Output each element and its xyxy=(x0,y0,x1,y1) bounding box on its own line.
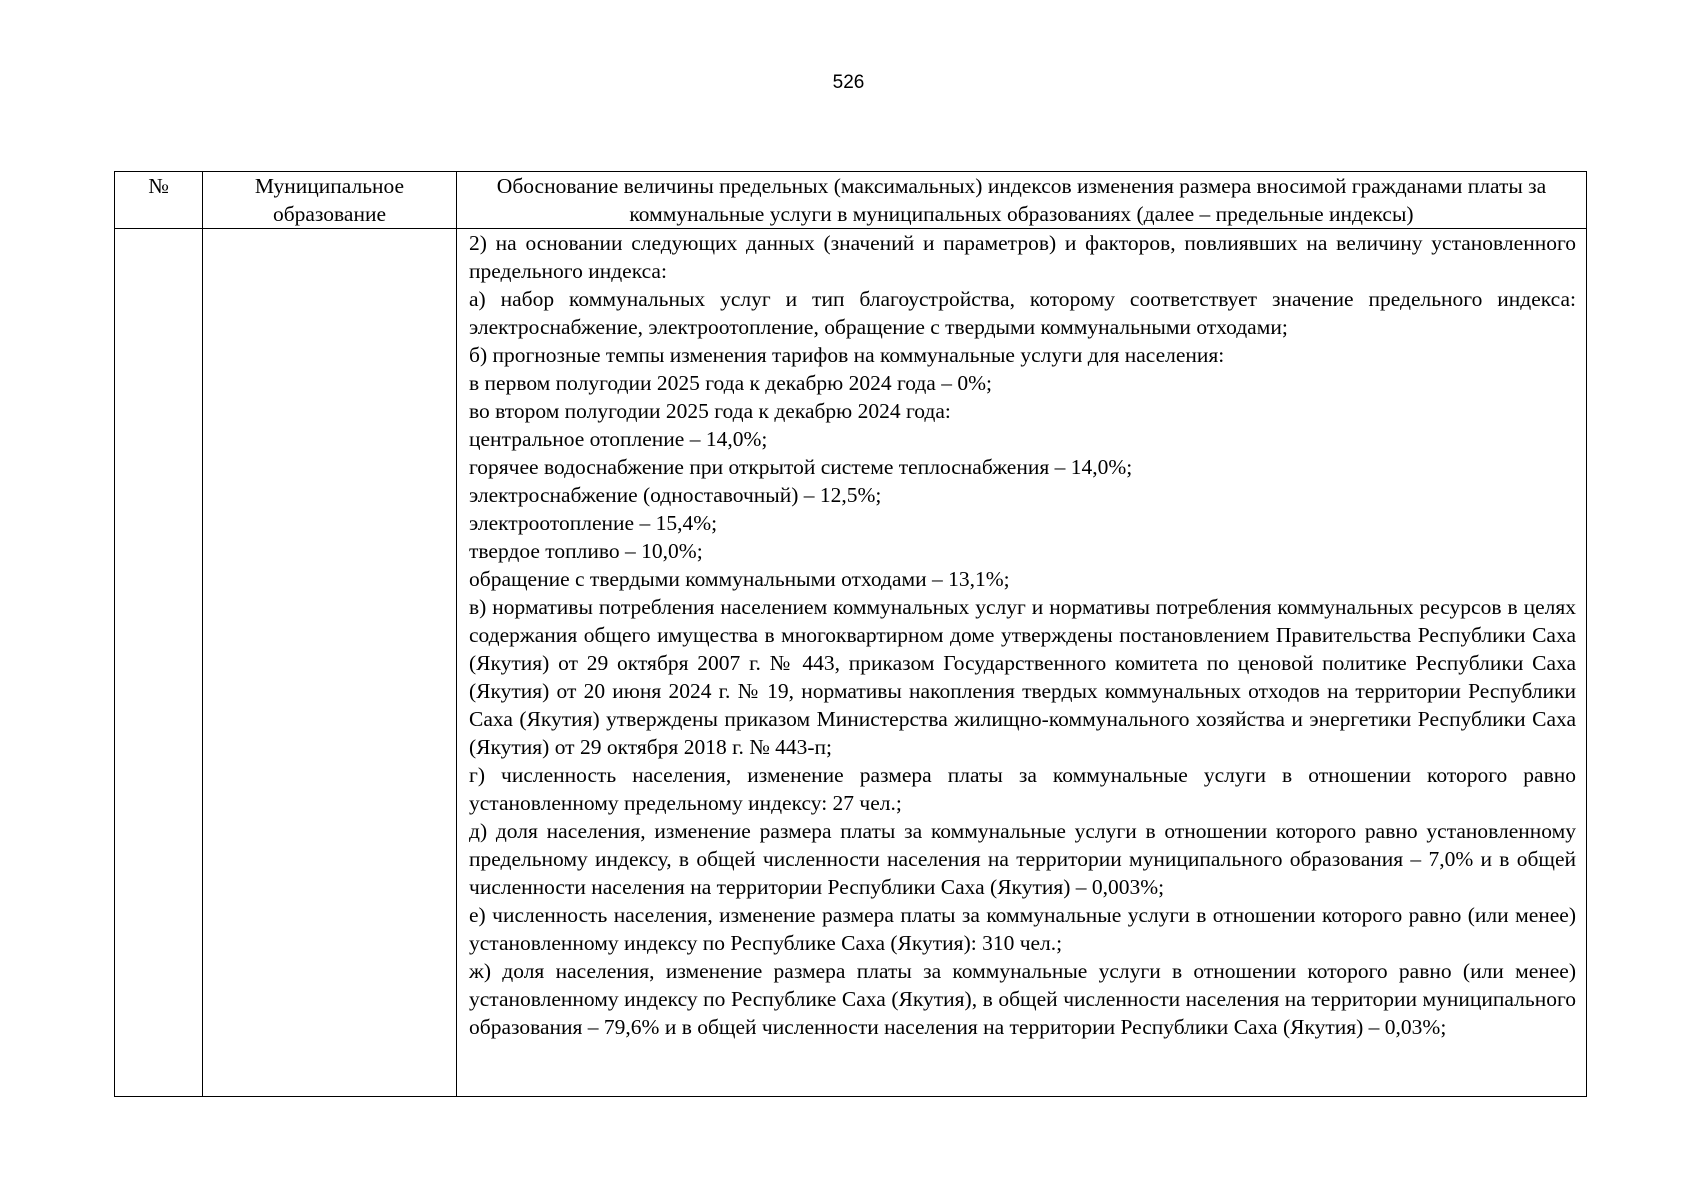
paragraph-zh: ж) доля населения, изменение размера платы за коммунальные услуги в отношении которого равно (или менее) установленному индексу по Республике Саха (Якутия), в общей численности населения на территории муниципального образования – 79,6% и в общей численности населения на территории Республики Саха (Якутия) – 0,03%; xyxy=(469,959,1576,1039)
paragraph-b-first-half: в первом полугодии 2025 года к декабрю 2024 года – 0%; xyxy=(469,371,992,395)
paragraph-e: е) численность населения, изменение размера платы за коммунальные услуги в отношении которого равно (или менее) установленному индексу по Республике Саха (Якутия): 310 чел.; xyxy=(469,903,1576,955)
paragraph-v: в) нормативы потребления населением коммунальных услуг и нормативы потребления коммунальных ресурсов в целях содержания общего имущества в многоквартирном доме утверждены постановлением Правительства Республики Саха (Якутия) от 29 октября 2007 г. № 443, приказом Государственного комитета по ценовой политике Республики Саха (Якутия) от 20 июня 2024 г. № 19, нормативы накопления твердых коммунальных отходов на территории Республики Саха (Якутия) утверждены приказом Министерства жилищно-коммунального хозяйства и энергетики Республики Саха (Якутия) от 29 октября 2018 г. № 443-п; xyxy=(469,595,1576,759)
page-number: 526 xyxy=(832,72,865,93)
tariff-solid-waste: обращение с твердыми коммунальными отходами – 13,1%; xyxy=(469,567,1010,591)
header-municipality: Муниципальное образование xyxy=(203,172,457,229)
paragraph-g: г) численность населения, изменение размера платы за коммунальные услуги в отношении которого равно установленному предельному индексу: 27 чел.; xyxy=(469,763,1576,815)
tariff-heating: центральное отопление – 14,0%; xyxy=(469,427,768,451)
row-municipality-cell xyxy=(203,229,457,1097)
header-justification: Обоснование величины предельных (максимальных) индексов изменения размера вносимой гражданами платы за коммунальные услуги в муниципальных образованиях (далее – предельные индексы) xyxy=(457,172,1587,229)
tariff-solid-fuel: твердое топливо – 10,0%; xyxy=(469,539,703,563)
paragraph-b: б) прогнозные темпы изменения тарифов на коммунальные услуги для населения: xyxy=(469,343,1225,367)
table-header-row xyxy=(115,172,1587,229)
paragraph-intro: 2) на основании следующих данных (значений и параметров) и факторов, повлиявших на величину установленного предельного индекса: xyxy=(469,231,1576,283)
tariff-electricity: электроснабжение (одноставочный) – 12,5%; xyxy=(469,483,882,507)
table-row xyxy=(115,229,1587,1097)
row-justification-cell xyxy=(457,229,1587,1097)
paragraph-b-second-half: во втором полугодии 2025 года к декабрю 2024 года: xyxy=(469,399,951,423)
paragraph-a: а) набор коммунальных услуг и тип благоустройства, которому соответствует значение предельного индекса: электроснабжение, электроотопление, обращение с твердыми коммунальными отходами; xyxy=(469,287,1576,339)
indices-table xyxy=(114,171,1587,1097)
header-number: № xyxy=(115,172,203,229)
tariff-electric-heating: электроотопление – 15,4%; xyxy=(469,511,718,535)
paragraph-d: д) доля населения, изменение размера платы за коммунальные услуги в отношении которого равно установленному предельному индексу, в общей численности населения на территории муниципального образования – 7,0% и в общей численности населения на территории Республики Саха (Якутия) – 0,003%; xyxy=(469,819,1576,899)
row-number-cell xyxy=(115,229,203,1097)
tariff-hot-water: горячее водоснабжение при открытой системе теплоснабжения – 14,0%; xyxy=(469,455,1133,479)
